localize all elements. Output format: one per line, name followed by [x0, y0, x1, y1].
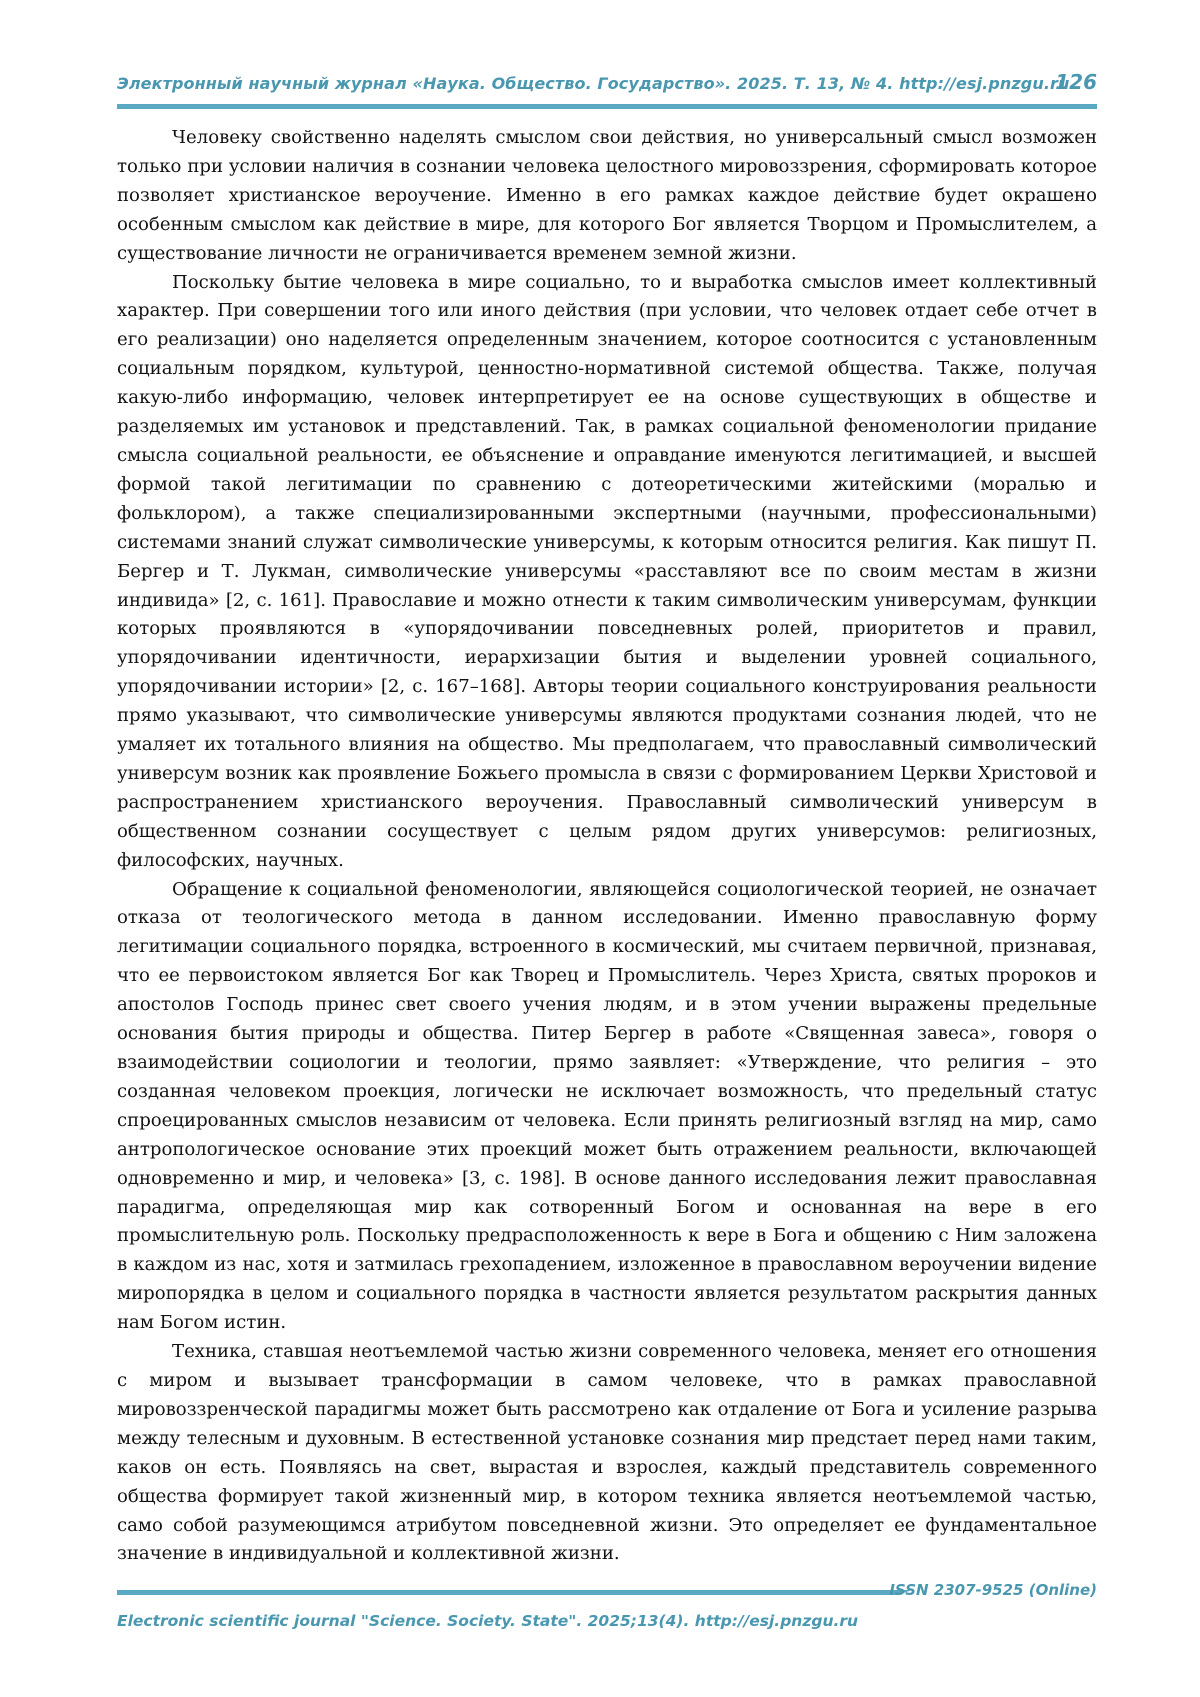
body-paragraph-4: Техника, ставшая неотъемлемой частью жизни современного человека, меняет его отношения с миром и вызывает трансформации в самом человеке, что в рамках православной мировоззренческой парадигмы может быть рассмотрено как отдаление от Бога и усиление разрыва между телесным и духовным. В естественной установке сознания мир предстает перед нами таким, каков он есть. Появляясь на свет, вырастая и взрослея, каждый представитель современного общества формирует такой жизненный мир, в котором техника является неотъемлемой частью, само собой разумеющимся атрибутом повседневной жизни. Это определяет ее фундаментальное значение в индивидуальной и коллективной жизни.: [117, 1341, 1097, 1565]
page-number: 126: [1055, 70, 1097, 94]
footer-journal-line: Electronic scientific journal "Science. Society. State". 2025;13(4). http://esj.pnzgu.ru: [117, 1612, 859, 1630]
page-header: [117, 70, 1097, 104]
body-paragraph-2: Поскольку бытие человека в мире социально, то и выработка смыслов имеет коллективный характер. При совершении того или иного действия (при условии, что человек отдает себе отчет в его реализации) оно наделяется определенным значением, которое соотносится с установленным социальным порядком, культурой, ценностно-нормативной системой общества. Также, получая какую-либо информацию, человек интерпретирует ее на основе существующих в обществе и разделяемых им установок и представлений. Так, в рамках социальной феноменологии придание смысла социальной реальности, ее объяснение и оправдание именуются легитимацией, и высшей формой такой легитимации по сравнению с дотеоретическими житейскими (моралью и фольклором), а также специализированными экспертными (научными, профессиональными) системами знаний служат символические универсумы, к которым относится религия. Как пишут П. Бергер и Т. Лукман, символические универсумы «расставляют все по своим местам в жизни индивида» [2, с. 161]. Православие и можно отнести к таким символическим универсумам, функции которых проявляются в «упорядочивании повседневных ролей, приоритетов и правил, упорядочивании идентичности, иерархизации бытия и выделении уровней социального, упорядочивании истории» [2, с. 167–168]. Авторы теории социального конструирования реальности прямо указывают, что символические универсумы являются продуктами сознания людей, что не умаляет их тотального влияния на общество. Мы предполагаем, что православный символический универсум возник как проявление Божьего промысла в связи с формированием Церкви Христовой и распространением христианского вероучения. Православный символический универсум в общественном сознании сосуществует с целым рядом других универсумов: религиозных, философских, научных.: [117, 271, 1097, 871]
body-paragraph-3: Обращение к социальной феноменологии, являющейся социологической теорией, не означает отказа от теологического метода в данном исследовании. Именно православную форму легитимации социального порядка, встроенного в космический, мы считаем первичной, признавая, что ее первоистоком является Бог как Творец и Промыслитель. Через Христа, святых пророков и апостолов Господь принес свет своего учения людям, и в этом учении выражены предельные основания бытия природы и общества. Питер Бергер в работе «Священная завеса», говоря о взаимодействии социологии и теологии, прямо заявляет: «Утверждение, что религия – это созданная человеком проекция, логически не исключает возможность, что предельный статус спроецированных смыслов независим от человека. Если принять религиозный взгляд на мир, само антропологическое основание этих проекций может быть отражением реальности, включающей одновременно и мир, и человека» [3, с. 198]. В основе данного исследования лежит православная парадигма, определяющая мир как сотворенный Богом и основанная на вере в его промыслительную роль. Поскольку предрасположенность к вере в Бога и общению с Ним заложена в каждом из нас, хотя и затмилась грехопадением, изложенное в православном вероучении видение миропорядка в целом и социального порядка в частности является результатом раскрытия данных нам Богом истин.: [117, 878, 1097, 1334]
footer-issn: ISSN 2307-9525 (Online): [889, 1581, 1097, 1599]
header-rule: [117, 104, 1097, 109]
header-journal-line: Электронный научный журнал «Наука. Общество. Государство». 2025. Т. 13, № 4. http://esj.pnzgu.ru: [117, 74, 1070, 93]
article-body: [117, 124, 1097, 1569]
footer-rule: [117, 1590, 898, 1595]
body-paragraph-1: Человеку свойственно наделять смыслом свои действия, но универсальный смысл возможен только при условии наличия в сознании человека целостного мировоззрения, сформировать которое позволяет христианское вероучение. Именно в его рамках каждое действие будет окрашено особенным смыслом как действие в мире, для которого Бог является Творцом и Промыслителем, а существование личности не ограничивается временем земной жизни.: [117, 127, 1097, 264]
